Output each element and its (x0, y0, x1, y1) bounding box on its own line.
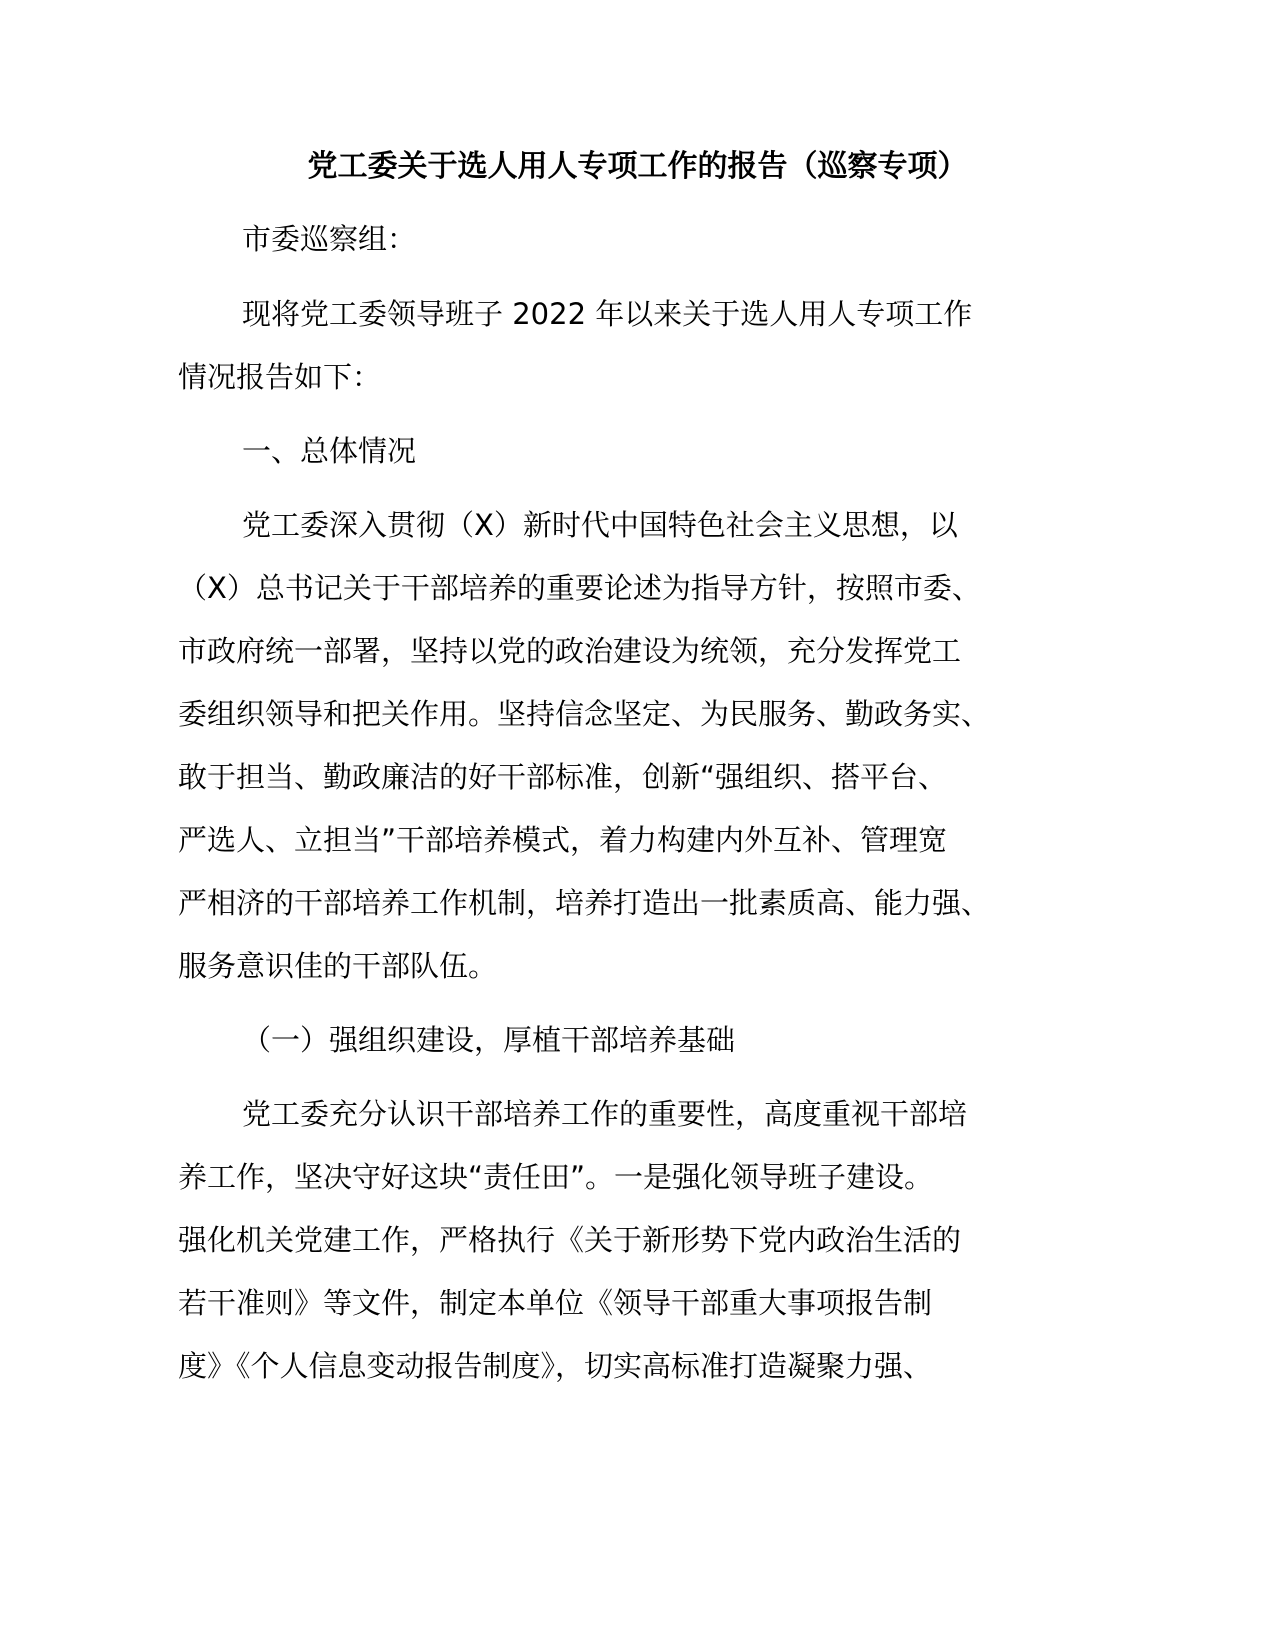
paragraph-line: 度》《个人信息变动报告制度》，切实高标准打造凝聚力强、 (178, 1349, 933, 1383)
paragraph-line: 服务意识佳的干部队伍。 (178, 949, 498, 983)
paragraph-line: 委组织领导和把关作用。坚持信念坚定、为民服务、勤政务实、 (178, 697, 991, 731)
paragraph-line: （X）总书记关于干部培养的重要论述为指导方针，按照市委、 (178, 571, 981, 605)
paragraph-line: 情况报告如下： (178, 360, 382, 394)
paragraph-line: 养工作，坚决守好这块“责任田”。一是强化领导班子建设。 (178, 1160, 934, 1194)
paragraph-line: 严相济的干部培养工作机制，培养打造出一批素质高、能力强、 (178, 886, 991, 920)
paragraph-line: 严选人、立担当”干部培养模式，着力构建内外互补、管理宽 (178, 823, 948, 857)
subsection-heading: （一）强组织建设，厚植干部培养基础 (242, 1023, 736, 1057)
paragraph-line: 党工委充分认识干部培养工作的重要性，高度重视干部培 (242, 1097, 968, 1131)
paragraph-line: 现将党工委领导班子 2022 年以来关于选人用人专项工作 (242, 297, 973, 331)
salutation: 市委巡察组： (242, 222, 417, 256)
paragraph-line: 市政府统一部署，坚持以党的政治建设为统领，充分发挥党工 (178, 634, 962, 668)
document-title: 党工委关于选人用人专项工作的报告（巡察专项） (307, 149, 968, 184)
section-heading: 一、总体情况 (242, 434, 417, 468)
paragraph-line: 强化机关党建工作，严格执行《关于新形势下党内政治生活的 (178, 1223, 962, 1257)
paragraph-line: 党工委深入贯彻（X）新时代中国特色社会主义思想，以 (242, 508, 958, 542)
paragraph-line: 若干准则》等文件，制定本单位《领导干部重大事项报告制 (178, 1286, 933, 1320)
paragraph-line: 敢于担当、勤政廉洁的好干部标准，创新“强组织、搭平台、 (178, 760, 948, 794)
